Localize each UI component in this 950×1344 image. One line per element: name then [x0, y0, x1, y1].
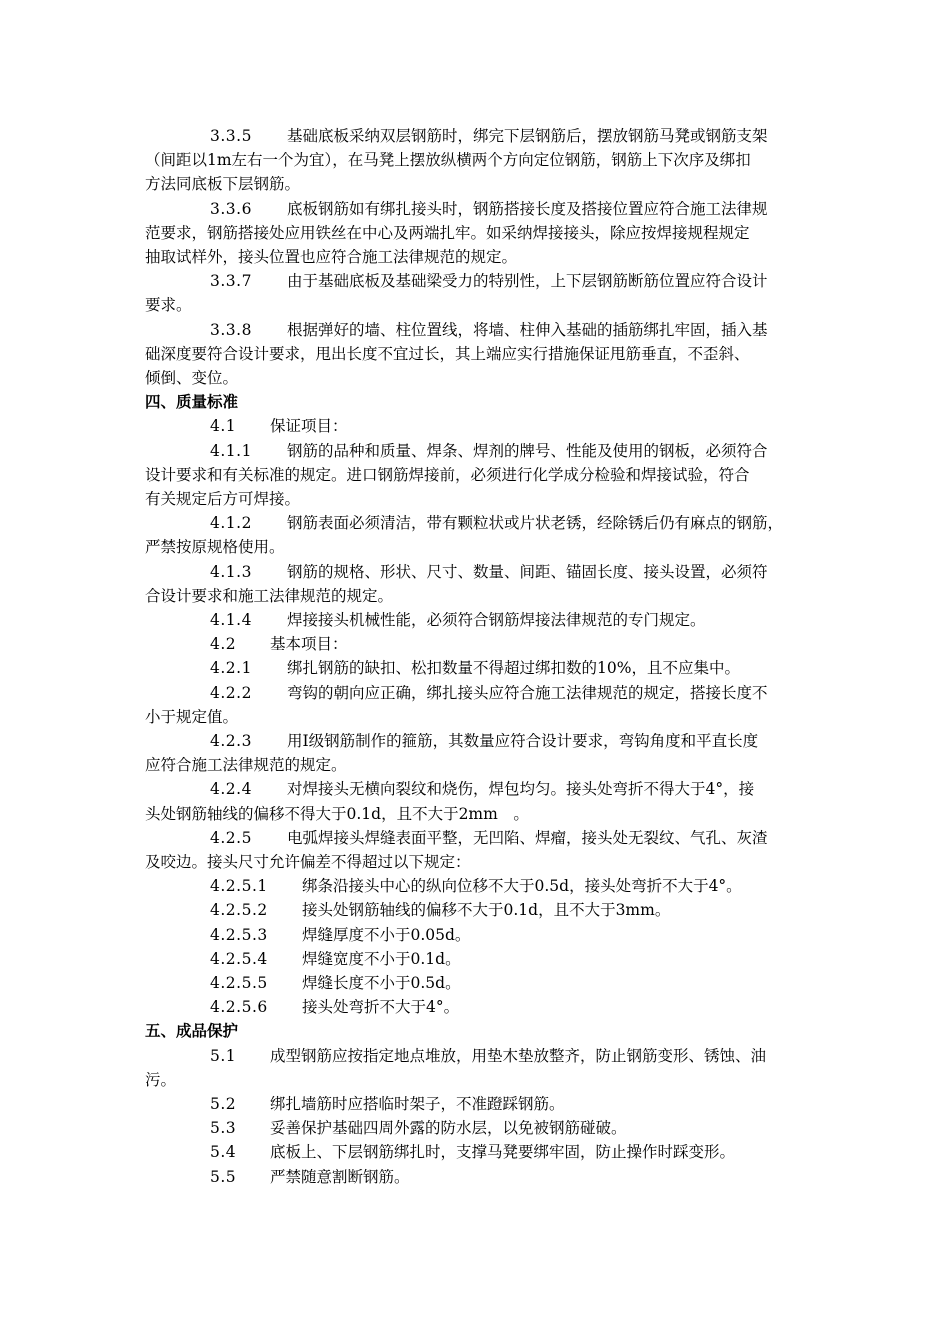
clause-number: 4.1.4 — [210, 611, 252, 629]
clause-text: 妥善保护基础四周外露的防水层，以免被钢筋碰破。 — [270, 1119, 627, 1138]
clause-number: 4.2.2 — [210, 683, 252, 702]
clause-text: 焊缝宽度不小于0.1d。 — [302, 949, 461, 968]
clause-number: 4.2.5.1 — [210, 877, 268, 896]
clause-text: 底板上、下层钢筋绑扎时，支撑马凳要绑牢固，防止操作时踩变形。 — [270, 1143, 736, 1162]
clause-text: 设计要求和有关标准的规定。进口钢筋焊接前，必须进行化学成分检验和焊接试验，符合 — [145, 465, 750, 484]
clause-text: 范要求，钢筋搭接处应用铁丝在中心及两端扎牢。如采纳焊接接头，除应按焊接规程规定 — [145, 223, 750, 242]
clause-text: 绑扎钢筋的缺扣、松扣数量不得超过绑扣数的10%，且不应集中。 — [287, 659, 740, 678]
clause-text: 电弧焊接头焊缝表面平整，无凹陷、焊瘤，接头处无裂纹、气孔、灰渣 — [287, 828, 768, 847]
clause-text: 由于基础底板及基础梁受力的特别性，上下层钢筋断筋位置应符合设计 — [287, 272, 768, 291]
paragraph-line — [0, 1165, 950, 1189]
paragraph-line — [0, 608, 950, 632]
paragraph-line — [0, 269, 950, 293]
paragraph-line — [0, 898, 950, 922]
clause-number: 4.1.1 — [210, 441, 252, 460]
paragraph-line — [0, 366, 950, 390]
paragraph-line — [0, 511, 950, 535]
section-heading: 四、质量标准 — [145, 393, 239, 412]
clause-number: 4.2.5 — [210, 828, 252, 847]
clause-number: 5.3 — [210, 1119, 237, 1138]
paragraph-line — [0, 342, 950, 366]
clause-text: （间距以1m左右一个为宜），在马凳上摆放纵横两个方向定位钢筋，钢筋上下次序及绑扣 — [145, 151, 751, 170]
paragraph-line — [0, 826, 950, 850]
clause-number: 5.1 — [210, 1046, 237, 1065]
clause-text: 绑条沿接头中心的纵向位移不大于0.5d，接头处弯折不大于4°。 — [302, 877, 742, 896]
clause-number: 4.1.2 — [210, 514, 252, 533]
paragraph-line — [0, 293, 950, 317]
paragraph-line — [0, 656, 950, 680]
clause-number: 4.2.5.3 — [210, 925, 268, 944]
paragraph-line — [0, 681, 950, 705]
paragraph-line — [0, 172, 950, 196]
paragraph-line — [0, 1092, 950, 1116]
clause-number: 4.2.1 — [210, 659, 252, 678]
clause-text: 接头处钢筋轴线的偏移不大于0.1d，且不大于3mm。 — [302, 901, 671, 920]
paragraph-line — [0, 971, 950, 995]
clause-number: 3.3.6 — [210, 199, 252, 218]
paragraph-line — [0, 245, 950, 269]
clause-text: 底板钢筋如有绑扎接头时，钢筋搭接长度及搭接位置应符合施工法律规 — [287, 199, 768, 218]
clause-text: 弯钩的朝向应正确，绑扎接头应符合施工法律规范的规定，搭接长度不 — [287, 683, 768, 702]
clause-number: 4.2.3 — [210, 732, 252, 750]
paragraph-line — [0, 197, 950, 221]
clause-text: 倾倒、变位。 — [145, 369, 239, 387]
clause-text: 头处钢筋轴线的偏移不得大于0.1d，且不大于2mm 。 — [145, 804, 529, 823]
clause-text: 焊缝长度不小于0.5d。 — [302, 974, 461, 992]
paragraph-line — [0, 947, 950, 971]
clause-text: 及咬边。接头尺寸允许偏差不得超过以下规定： — [145, 853, 471, 871]
clause-text: 基本项目： — [270, 635, 348, 654]
paragraph-line — [0, 221, 950, 245]
clause-text: 方法同底板下层钢筋。 — [145, 175, 301, 194]
clause-text: 保证项目： — [270, 417, 348, 436]
clause-number: 5.4 — [210, 1143, 237, 1162]
clause-text: 基础底板采纳双层钢筋时，绑完下层钢筋后，摆放钢筋马凳或钢筋支架 — [287, 127, 768, 145]
paragraph-line — [0, 148, 950, 172]
clause-number: 3.3.8 — [210, 320, 252, 339]
clause-number: 4.2.5.4 — [210, 949, 268, 968]
paragraph-line — [0, 463, 950, 487]
clause-text: 焊缝厚度不小于0.05d。 — [302, 925, 471, 944]
clause-text: 应符合施工法律规范的规定。 — [145, 756, 347, 775]
paragraph-line — [0, 1044, 950, 1068]
clause-text: 钢筋的规格、形状、尺寸、数量、间距、锚固长度、接头设置，必须符 — [287, 562, 768, 581]
clause-text: 钢筋的品种和质量、焊条、焊剂的牌号、性能及使用的钢板，必须符合 — [287, 441, 768, 460]
paragraph-line — [0, 584, 950, 608]
clause-text: 根据弹好的墙、柱位置线，将墙、柱伸入基础的插筋绑扎牢固，插入基 — [287, 320, 768, 339]
clause-text: 钢筋表面必须清洁，带有颗粒状或片状老锈，经除锈后仍有麻点的钢筋， — [287, 514, 784, 533]
clause-number: 4.1.3 — [210, 562, 252, 581]
clause-number: 5.5 — [210, 1167, 237, 1186]
paragraph-line — [0, 777, 950, 801]
paragraph-line — [0, 874, 950, 898]
clause-text: 用Ⅰ级钢筋制作的箍筋，其数量应符合设计要求，弯钩角度和平直长度 — [287, 732, 759, 750]
clause-text: 有关规定后方可焊接。 — [145, 490, 301, 508]
paragraph-line — [0, 729, 950, 753]
clause-text: 焊接接头机械性能，必须符合钢筋焊接法律规范的专门规定。 — [287, 611, 706, 629]
clause-text: 抽取试样外，接头位置也应符合施工法律规范的规定。 — [145, 248, 518, 266]
paragraph-line — [0, 318, 950, 342]
paragraph-line — [0, 995, 950, 1019]
paragraph-line — [0, 850, 950, 874]
clause-text: 接头处弯折不大于4°。 — [302, 998, 460, 1017]
clause-text: 污。 — [145, 1070, 177, 1089]
clause-text: 对焊接头无横向裂纹和烧伤，焊包均匀。接头处弯折不得大于4°，接 — [287, 780, 755, 799]
paragraph-line — [0, 487, 950, 511]
paragraph-line — [0, 560, 950, 584]
clause-number: 3.3.5 — [210, 127, 252, 145]
paragraph-line — [0, 414, 950, 438]
paragraph-line — [0, 802, 950, 826]
paragraph-line — [0, 753, 950, 777]
paragraph-line — [0, 705, 950, 729]
clause-number: 4.2.5.6 — [210, 998, 268, 1017]
clause-number: 4.2.4 — [210, 780, 252, 799]
clause-text: 小于规定值。 — [145, 707, 239, 726]
clause-number: 3.3.7 — [210, 272, 252, 291]
clause-number: 4.2 — [210, 635, 237, 654]
paragraph-line — [0, 439, 950, 463]
clause-text: 合设计要求和施工法律规范的规定。 — [145, 586, 394, 605]
paragraph-line — [0, 1140, 950, 1164]
clause-text: 严禁随意割断钢筋。 — [270, 1167, 410, 1186]
clause-number: 5.2 — [210, 1095, 237, 1113]
clause-text: 成型钢筋应按指定地点堆放，用垫木垫放整齐，防止钢筋变形、锈蚀、油 — [270, 1046, 767, 1065]
clause-number: 4.2.5.5 — [210, 974, 268, 992]
clause-number: 4.1 — [210, 417, 237, 436]
paragraph-line — [0, 632, 950, 656]
section-heading: 五、成品保护 — [145, 1022, 239, 1041]
clause-text: 础深度要符合设计要求，甩出长度不宜过长，其上端应实行措施保证甩筋垂直，不歪斜、 — [145, 344, 750, 363]
clause-number: 4.2.5.2 — [210, 901, 268, 920]
clause-text: 严禁按原规格使用。 — [145, 538, 285, 557]
paragraph-line — [0, 1068, 950, 1092]
paragraph-line — [0, 923, 950, 947]
paragraph-line — [0, 535, 950, 559]
paragraph-line — [0, 124, 950, 148]
paragraph-line — [0, 1116, 950, 1140]
clause-text: 绑扎墙筋时应搭临时架子，不准蹬踩钢筋。 — [270, 1095, 565, 1113]
clause-text: 要求。 — [145, 296, 192, 315]
